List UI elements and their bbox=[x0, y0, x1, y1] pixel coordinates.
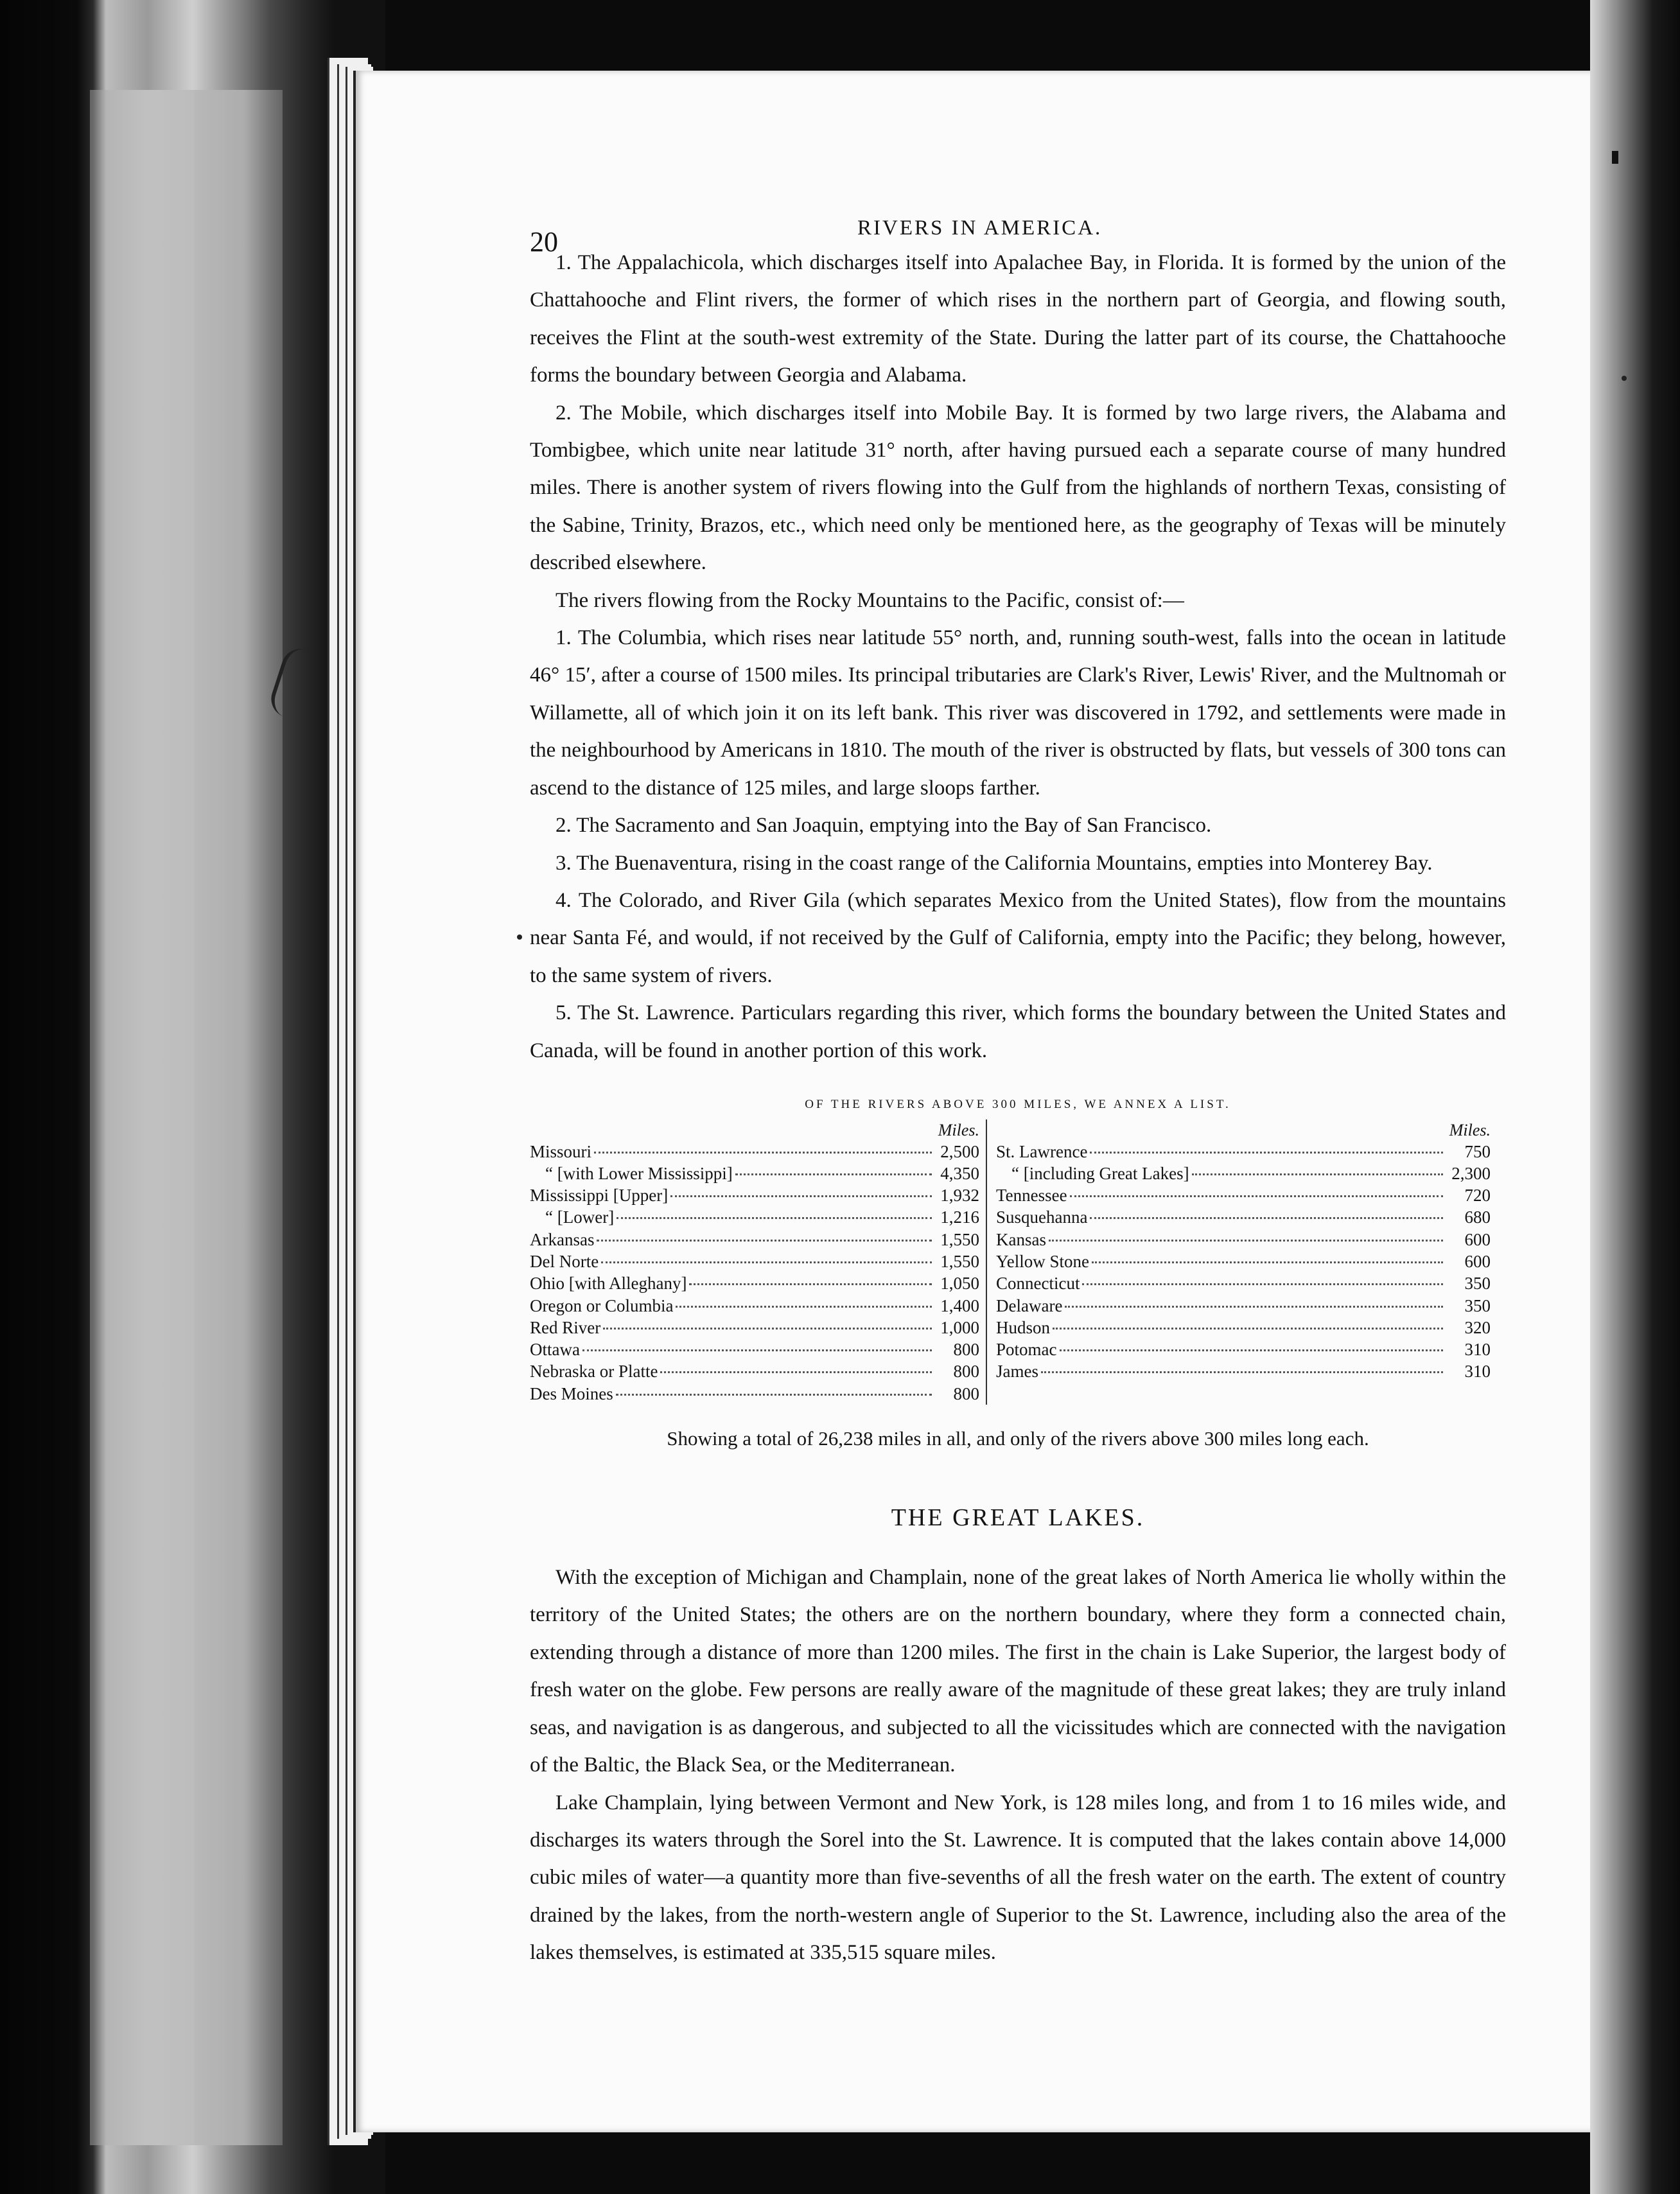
paragraph: 2. The Sacramento and San Joaquin, emptying into the Bay of San Francisco. bbox=[556, 814, 1212, 838]
river-miles: 1,050 bbox=[940, 1274, 979, 1294]
river-name: Oregon or Columbia bbox=[530, 1295, 674, 1315]
river-miles: 600 bbox=[1464, 1251, 1491, 1271]
binding-highlight bbox=[90, 90, 283, 2145]
table-row bbox=[530, 1206, 979, 1228]
table-row bbox=[996, 1229, 1491, 1251]
river-name: “ [with Lower Mississippi] bbox=[545, 1163, 733, 1183]
river-miles: 1,550 bbox=[940, 1229, 979, 1249]
intro-text bbox=[530, 244, 1506, 1069]
paragraph: Lake Champlain, lying between Vermont and New York, is 128 miles long, and from 1 to 16 miles wide, and discharges its waters through the Sorel into the St. Lawrence. It is computed that the lakes contain above 14,000 cubic miles of water—a quantity more than five-sevenths of all the fresh water on the earth. The extent of country drained by the lakes, from the north-western angle of Superior to the St. Lawrence, including also the area of the lakes themselves, is estimated at 335,515 square miles. bbox=[530, 1791, 1506, 1965]
river-miles: 600 bbox=[1464, 1229, 1491, 1249]
river-miles: 680 bbox=[1464, 1207, 1491, 1227]
paragraph: 5. The St. Lawrence. Particulars regarding this river, which forms the boundary between the United States and Canada, will be found in another portion of this work. bbox=[530, 1001, 1506, 1062]
table-row bbox=[530, 1251, 979, 1272]
river-name: St. Lawrence bbox=[996, 1141, 1088, 1161]
river-name: Red River bbox=[530, 1317, 601, 1337]
scanner-right-edge bbox=[1590, 0, 1680, 2194]
table-row bbox=[530, 1163, 979, 1184]
river-name: Del Norte bbox=[530, 1251, 599, 1271]
river-name: Delaware bbox=[996, 1295, 1063, 1315]
river-miles: 4,350 bbox=[940, 1163, 979, 1183]
river-miles: 310 bbox=[1464, 1340, 1491, 1360]
river-table-summary: Showing a total of 26,238 miles in all, and only of the rivers above 300 miles long each. bbox=[667, 1426, 1369, 1450]
speck bbox=[1622, 376, 1627, 381]
running-header bbox=[530, 193, 1506, 258]
river-table-right-column bbox=[987, 1119, 1491, 1405]
river-name: Mississippi [Upper] bbox=[530, 1186, 669, 1206]
river-table-left-column bbox=[530, 1119, 987, 1405]
table-row bbox=[996, 1295, 1491, 1317]
river-name: James bbox=[996, 1362, 1038, 1382]
table-row bbox=[530, 1295, 979, 1317]
miles-header: Miles. bbox=[938, 1120, 979, 1139]
paragraph: 1. The Columbia, which rises near latitude 55° north, and, running south-west, falls into the ocean in latitude 46° 15′, after a course of 1500 miles. Its principal tributaries are Clark's River, Lewis' River, and the Multnomah or Willamette, all of which join it on its left bank. This river was discovered in 1792, and settlements were made in the neighbourhood by Americans in 1810. The mouth of the river is obstructed by flats, but vessels of 300 tons can ascend to the distance of 125 miles, and large sloops farther. bbox=[530, 626, 1506, 800]
river-miles: 350 bbox=[1464, 1274, 1491, 1294]
river-table bbox=[530, 1119, 1506, 1405]
paragraph: 4. The Colorado, and River Gila (which separates Mexico from the United States), flow from the mountains near Santa Fé, and would, if not received by the Gulf of California, empty into the Pacific; they belong, however, to the same system of rivers. bbox=[530, 888, 1506, 987]
river-name: Hudson bbox=[996, 1317, 1051, 1337]
river-name: Yellow Stone bbox=[996, 1251, 1090, 1271]
river-name: Ottawa bbox=[530, 1340, 580, 1360]
table-row bbox=[996, 1272, 1491, 1294]
table-row bbox=[530, 1184, 979, 1206]
table-row bbox=[530, 1229, 979, 1251]
table-row bbox=[996, 1141, 1491, 1163]
running-title: RIVERS IN AMERICA. bbox=[857, 216, 1103, 240]
river-miles: 320 bbox=[1464, 1317, 1491, 1337]
page-content bbox=[530, 193, 1506, 1972]
river-miles: 1,000 bbox=[940, 1317, 979, 1337]
river-name: Potomac bbox=[996, 1340, 1057, 1360]
table-row bbox=[996, 1317, 1491, 1338]
speck bbox=[517, 935, 522, 940]
river-miles: 310 bbox=[1464, 1362, 1491, 1382]
paragraph: 3. The Buenaventura, rising in the coast range of the California Mountains, empties into Monterey Bay. bbox=[556, 851, 1433, 875]
page-number: 20 bbox=[530, 226, 558, 258]
river-name: Susquehanna bbox=[996, 1207, 1088, 1227]
river-miles: 720 bbox=[1464, 1186, 1491, 1206]
river-miles: 800 bbox=[953, 1383, 979, 1403]
miles-header: Miles. bbox=[1449, 1120, 1491, 1139]
paragraph: The rivers flowing from the Rocky Mountains to the Pacific, consist of:— bbox=[556, 588, 1184, 612]
river-miles: 350 bbox=[1464, 1295, 1491, 1315]
table-row bbox=[530, 1272, 979, 1294]
river-name: “ [including Great Lakes] bbox=[1011, 1163, 1189, 1183]
table-row bbox=[996, 1184, 1491, 1206]
edge-mark bbox=[1612, 151, 1618, 164]
table-row bbox=[530, 1338, 979, 1360]
river-name: Des Moines bbox=[530, 1383, 613, 1403]
river-name: Kansas bbox=[996, 1229, 1046, 1249]
river-miles: 800 bbox=[953, 1340, 979, 1360]
river-name: Nebraska or Platte bbox=[530, 1362, 658, 1382]
river-miles: 1,400 bbox=[940, 1295, 979, 1315]
river-name: Arkansas bbox=[530, 1229, 595, 1249]
river-miles: 1,550 bbox=[940, 1251, 979, 1271]
river-name: Ohio [with Alleghany] bbox=[530, 1274, 687, 1294]
great-lakes-text bbox=[530, 1559, 1506, 1971]
table-row bbox=[530, 1360, 979, 1382]
river-name: Missouri bbox=[530, 1141, 592, 1161]
paragraph: 1. The Appalachicola, which discharges itself into Apalachee Bay, in Florida. It is formed by the union of the Chattahooche and Flint rivers, the former of which rises in the northern part of Georgia, and flowing south, receives the Flint at the south-west extremity of the State. During the latter part of its course, the Chattahooche forms the boundary between Georgia and Alabama. bbox=[530, 251, 1506, 387]
section-heading: THE GREAT LAKES. bbox=[891, 1504, 1145, 1531]
river-miles: 1,216 bbox=[940, 1207, 979, 1227]
river-miles: 750 bbox=[1464, 1141, 1491, 1161]
table-row bbox=[996, 1163, 1491, 1184]
river-name: “ [Lower] bbox=[545, 1207, 615, 1227]
river-name: Tennessee bbox=[996, 1186, 1067, 1206]
table-row bbox=[996, 1206, 1491, 1228]
table-row bbox=[530, 1141, 979, 1163]
river-miles: 2,500 bbox=[940, 1141, 979, 1161]
paragraph: With the exception of Michigan and Champlain, none of the great lakes of North America lie wholly within the territory of the United States; the others are on the northern boundary, where they form a connected chain, extending through a distance of more than 1200 miles. The first in the chain is Lake Superior, the largest body of fresh water on the globe. Few persons are really aware of the magnitude of these great lakes; they are truly inland seas, and navigation is as dangerous, and subjected to all the vicissitudes which are connected with the navigation of the Baltic, the Black Sea, or the Mediterranean. bbox=[530, 1566, 1506, 1777]
table-row bbox=[996, 1360, 1491, 1382]
river-miles: 1,932 bbox=[940, 1186, 979, 1206]
table-row bbox=[530, 1317, 979, 1338]
river-miles: 2,300 bbox=[1451, 1163, 1491, 1183]
river-table-title: OF THE RIVERS ABOVE 300 MILES, WE ANNEX A LIST. bbox=[805, 1097, 1231, 1111]
river-miles: 800 bbox=[953, 1362, 979, 1382]
paragraph: 2. The Mobile, which discharges itself into Mobile Bay. It is formed by two large rivers, the Alabama and Tombigbee, which unite near latitude 31° north, after having pursued each a separate course of many hundred miles. There is another system of rivers flowing into the Gulf from the highlands of northern Texas, consisting of the Sabine, Trinity, Brazos, etc., which need only be mentioned here, as the geography of Texas will be minutely described elsewhere. bbox=[530, 401, 1506, 575]
river-name: Connecticut bbox=[996, 1274, 1080, 1294]
table-row bbox=[996, 1338, 1491, 1360]
table-row bbox=[530, 1383, 979, 1405]
table-row bbox=[996, 1251, 1491, 1272]
